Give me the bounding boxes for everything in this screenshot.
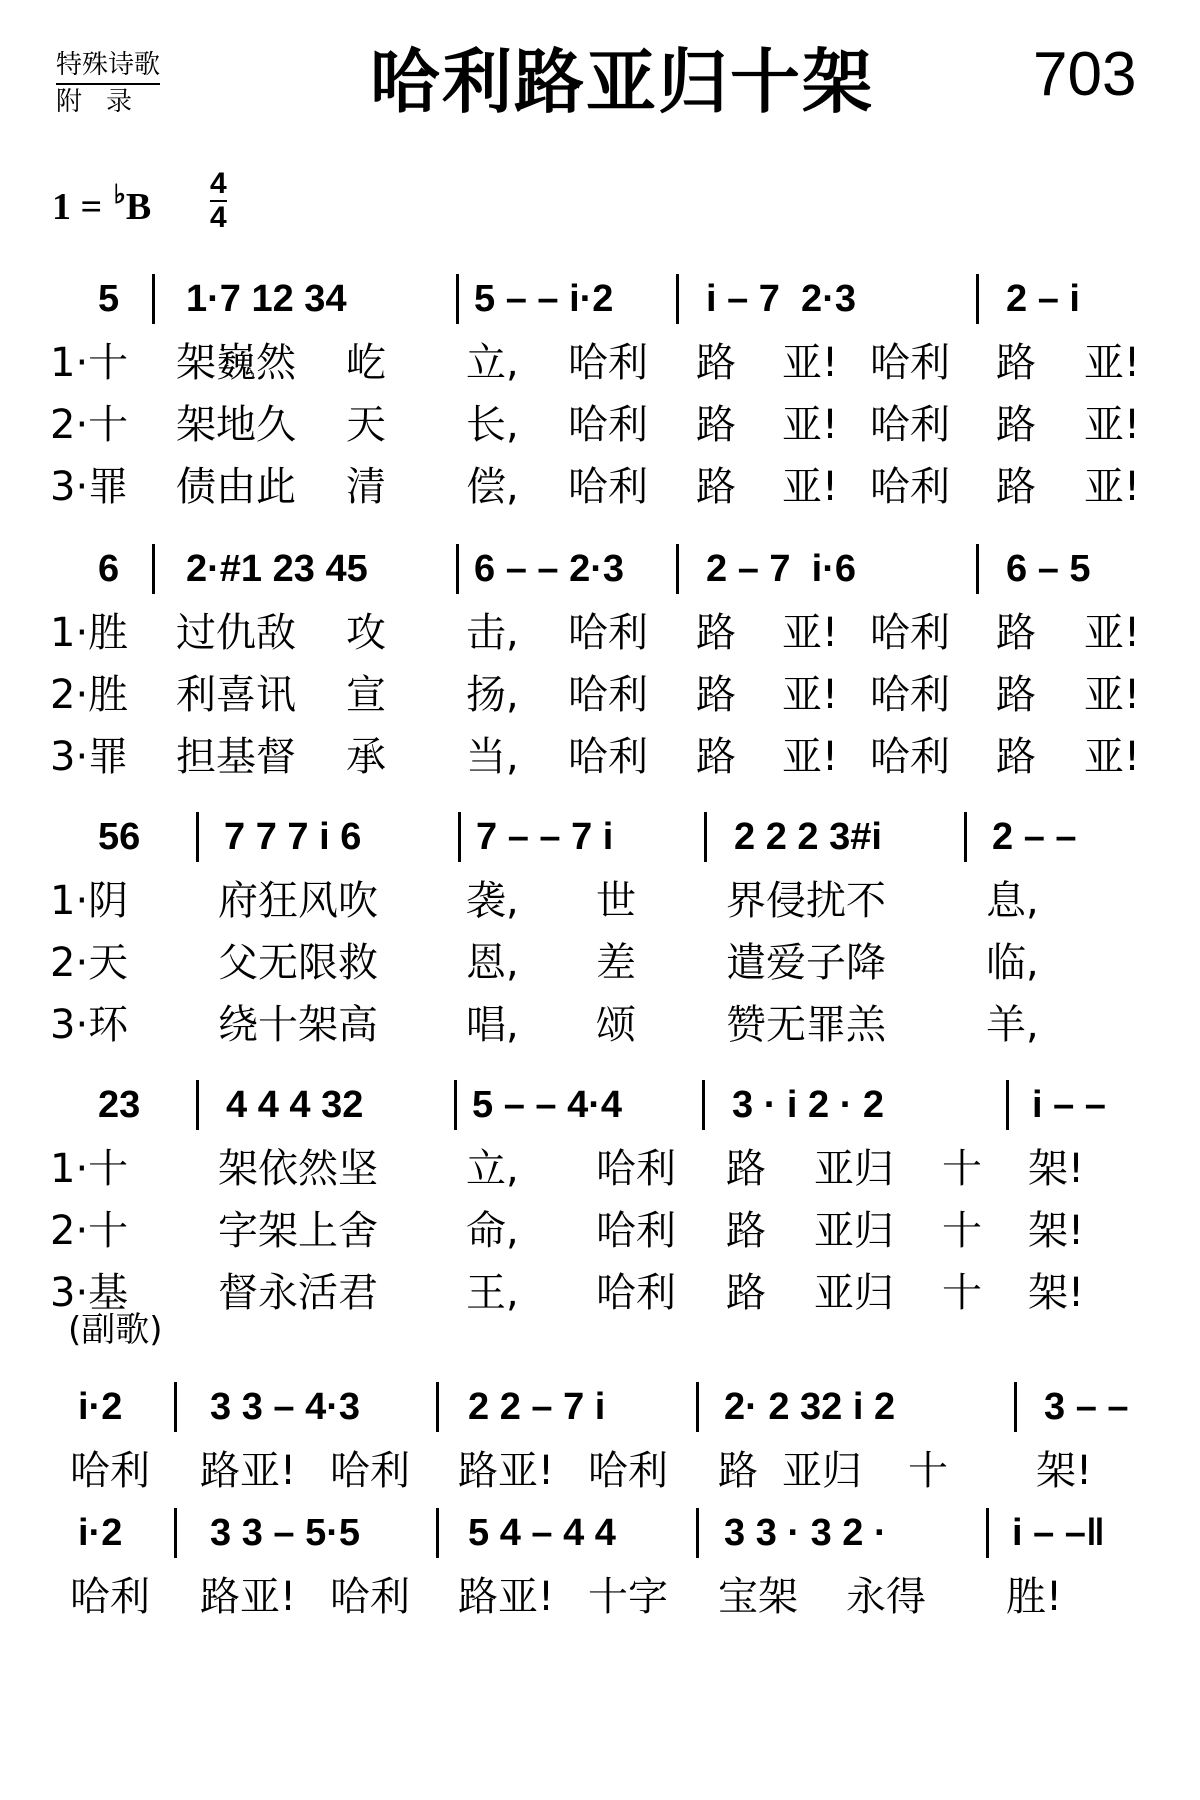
- lyric: 立,: [466, 1146, 519, 1192]
- lyric: 路: [718, 1448, 758, 1494]
- lyric: 路: [996, 340, 1036, 386]
- lyric: 哈利: [568, 734, 648, 780]
- lyric: 绕十架高: [218, 1002, 378, 1048]
- notation-line: [0, 1376, 1200, 1438]
- measure: 2 – –: [992, 816, 1077, 858]
- lyric: 差: [596, 940, 636, 986]
- lyric: 立,: [466, 340, 519, 386]
- bar-line: [696, 1508, 699, 1558]
- lyric: 哈利: [870, 402, 950, 448]
- key-tonic: 1: [52, 186, 71, 228]
- measure: 3 3 – 5·5: [210, 1512, 360, 1554]
- lyric: 亚!: [1084, 340, 1141, 386]
- lyric: 担基督: [176, 734, 296, 780]
- lyric: 亚!: [782, 402, 839, 448]
- lyric: 2·十: [50, 1208, 129, 1254]
- lyric: 王,: [466, 1270, 519, 1316]
- chorus-lyric-line: [0, 1440, 1200, 1502]
- lyric: 路: [696, 464, 736, 510]
- notation-line: [0, 1502, 1200, 1564]
- measure: 6 – – 2·3: [474, 548, 624, 590]
- lyric: 哈利: [70, 1574, 150, 1620]
- bar-line: [196, 812, 199, 862]
- lyric: 路: [696, 340, 736, 386]
- lyric: 字架上舍: [218, 1208, 378, 1254]
- lyric: 亚!: [782, 340, 839, 386]
- measure: 2 – i: [1006, 278, 1080, 320]
- lyric: 哈利: [596, 1208, 676, 1254]
- lyric: 永得: [846, 1574, 926, 1620]
- lyric: 哈利: [870, 672, 950, 718]
- bar-line: [456, 274, 459, 324]
- bar-line: [976, 544, 979, 594]
- lyric: 息,: [986, 878, 1039, 924]
- verse-line: [0, 1262, 1200, 1324]
- lyric: 承: [346, 734, 386, 780]
- bar-line: [676, 274, 679, 324]
- verse-line: [0, 394, 1200, 456]
- lyric: 哈利: [588, 1448, 668, 1494]
- lyric: 亚!: [782, 610, 839, 656]
- lyric: 界侵扰不: [726, 878, 886, 924]
- lyric: 十: [908, 1448, 948, 1494]
- bar-line: [964, 812, 967, 862]
- verse-line: [0, 456, 1200, 518]
- pickup-notes: 5: [98, 278, 120, 320]
- lyric: 债由此: [176, 464, 296, 510]
- lyric: 哈利: [330, 1574, 410, 1620]
- lyric: 十: [942, 1146, 982, 1192]
- lyric: 十: [942, 1208, 982, 1254]
- lyric: 架依然坚: [218, 1146, 378, 1192]
- lyric: 父无限救: [218, 940, 378, 986]
- lyric: 3·罪: [50, 464, 129, 510]
- measure: 3 – –: [1044, 1386, 1129, 1428]
- notation-line: [0, 806, 1200, 868]
- lyric: 偿,: [466, 464, 519, 510]
- lyric: 临,: [986, 940, 1039, 986]
- lyric: 击,: [466, 610, 519, 656]
- measure: 6 – 5: [1006, 548, 1091, 590]
- verse-line: [0, 726, 1200, 788]
- chorus-label: (副歌): [68, 1310, 163, 1350]
- notation-line: [0, 1074, 1200, 1136]
- lyric: 哈利: [568, 402, 648, 448]
- lyric: 路: [696, 734, 736, 780]
- lyric: 督永活君: [218, 1270, 378, 1316]
- lyric: 亚!: [782, 464, 839, 510]
- lyric: 赞无罪羔: [726, 1002, 886, 1048]
- lyric: 2·十: [50, 402, 129, 448]
- bar-line: [152, 544, 155, 594]
- lyric: 亚!: [782, 672, 839, 718]
- bar-line: [458, 812, 461, 862]
- lyric: 哈利: [568, 672, 648, 718]
- measure: 4 4 4 32: [226, 1084, 364, 1126]
- lyric: 利喜讯: [176, 672, 296, 718]
- category-line-2: 附录: [56, 87, 157, 117]
- category-line-1: 特殊诗歌: [56, 50, 160, 85]
- measure: 2 2 – 7 i: [468, 1386, 606, 1428]
- lyric: 唱,: [466, 1002, 519, 1048]
- lyric: 宣: [346, 672, 386, 718]
- lyric: 亚!: [1084, 464, 1141, 510]
- lyric: 亚!: [1084, 402, 1141, 448]
- lyric: 世: [596, 878, 636, 924]
- lyric: 攻: [346, 610, 386, 656]
- lyric: 哈利: [870, 734, 950, 780]
- lyric: 清: [346, 464, 386, 510]
- measure: 5 – – i·2: [474, 278, 614, 320]
- hymn-title: 哈利路亚归十架: [370, 41, 874, 123]
- bar-line: [456, 544, 459, 594]
- lyric: 命,: [466, 1208, 519, 1254]
- lyric: 胜!: [1006, 1574, 1063, 1620]
- lyric: 十字: [588, 1574, 668, 1620]
- lyric: 恩,: [466, 940, 519, 986]
- lyric: 哈利: [330, 1448, 410, 1494]
- time-signature: [210, 168, 227, 234]
- lyric: 天: [346, 402, 386, 448]
- bar-line: [152, 274, 155, 324]
- lyric: 路: [726, 1270, 766, 1316]
- lyric: 哈利: [568, 464, 648, 510]
- lyric: 架!: [1028, 1270, 1085, 1316]
- lyric: 亚归: [814, 1208, 894, 1254]
- lyric: 路: [696, 402, 736, 448]
- lyric: 亚!: [1084, 734, 1141, 780]
- measure: 2 – 7 i·6: [706, 548, 856, 590]
- lyric: 哈利: [596, 1270, 676, 1316]
- lyric: 亚!: [1084, 672, 1141, 718]
- bar-line: [1014, 1382, 1017, 1432]
- measure: 5 – – 4·4: [472, 1084, 622, 1126]
- lyric: 架地久: [176, 402, 296, 448]
- measure: i – 7 2·3: [706, 278, 856, 320]
- lyric: 架!: [1028, 1146, 1085, 1192]
- bar-line: [704, 812, 707, 862]
- lyric: 1·十: [50, 340, 129, 386]
- verse-line: [0, 664, 1200, 726]
- lyric: 3·基: [50, 1270, 129, 1316]
- lyric: 亚归: [814, 1146, 894, 1192]
- key-equals: =: [80, 186, 103, 228]
- bar-line: [696, 1382, 699, 1432]
- lyric: 哈利: [870, 610, 950, 656]
- lyric: 亚!: [782, 734, 839, 780]
- lyric: 扬,: [466, 672, 519, 718]
- measure: 5 4 – 4 4: [468, 1512, 616, 1554]
- measure: 2·#1 23 45: [186, 548, 368, 590]
- lyric: 当,: [466, 734, 519, 780]
- lyric: 路: [996, 610, 1036, 656]
- lyric: 路亚!: [200, 1448, 297, 1494]
- lyric: 亚归: [814, 1270, 894, 1316]
- verse-line: [0, 1138, 1200, 1200]
- notation-line: [0, 268, 1200, 330]
- lyric: 羊,: [986, 1002, 1039, 1048]
- lyric: 路亚!: [458, 1448, 555, 1494]
- pickup-notes: 6: [98, 548, 120, 590]
- pickup-notes: i·2: [78, 1386, 123, 1428]
- lyric: 架!: [1036, 1448, 1093, 1494]
- measure: 3 3 · 3 2 ·: [724, 1512, 887, 1554]
- lyric: 颂: [596, 1002, 636, 1048]
- bar-line: [986, 1508, 989, 1558]
- category-label: [56, 50, 160, 118]
- lyric: 府狂风吹: [218, 878, 378, 924]
- notation-line: [0, 538, 1200, 600]
- bar-line: [196, 1080, 199, 1130]
- lyric: 路亚!: [458, 1574, 555, 1620]
- bar-line: [1006, 1080, 1009, 1130]
- bar-line: [454, 1080, 457, 1130]
- bar-line: [676, 544, 679, 594]
- measure: i – –‖: [1012, 1512, 1105, 1554]
- lyric: 路: [996, 672, 1036, 718]
- lyric: 1·阴: [50, 878, 129, 924]
- lyric: 路: [726, 1146, 766, 1192]
- lyric: 1·十: [50, 1146, 129, 1192]
- pickup-notes: 56: [98, 816, 141, 858]
- bar-line: [174, 1382, 177, 1432]
- lyric: 2·胜: [50, 672, 129, 718]
- measure: 2 2 2 3#i: [734, 816, 882, 858]
- bar-line: [174, 1508, 177, 1558]
- measure: 1·7 12 34: [186, 278, 347, 320]
- lyric: 哈利: [568, 340, 648, 386]
- bar-line: [436, 1382, 439, 1432]
- verse-line: [0, 602, 1200, 664]
- lyric: 哈利: [568, 610, 648, 656]
- lyric: 路: [726, 1208, 766, 1254]
- measure: 7 – – 7 i: [476, 816, 614, 858]
- lyric: 亚!: [1084, 610, 1141, 656]
- verse-line: [0, 932, 1200, 994]
- lyric: 亚归: [782, 1448, 862, 1494]
- verse-line: [0, 870, 1200, 932]
- measure: 3 · i 2 · 2: [732, 1084, 885, 1126]
- lyric: 十: [942, 1270, 982, 1316]
- pickup-notes: 23: [98, 1084, 141, 1126]
- lyric: 架巍然: [176, 340, 296, 386]
- lyric: 哈利: [870, 464, 950, 510]
- measure: 7 7 7 i 6: [224, 816, 362, 858]
- flat-sign: ♭: [113, 180, 126, 209]
- lyric: 路亚!: [200, 1574, 297, 1620]
- bar-line: [702, 1080, 705, 1130]
- lyric: 哈利: [70, 1448, 150, 1494]
- lyric: 屹: [346, 340, 386, 386]
- lyric: 哈利: [596, 1146, 676, 1192]
- measure: 3 3 – 4·3: [210, 1386, 360, 1428]
- lyric: 路: [696, 672, 736, 718]
- lyric: 哈利: [870, 340, 950, 386]
- meter-denominator: 4: [210, 201, 227, 234]
- measure: i – –: [1032, 1084, 1106, 1126]
- verse-line: [0, 994, 1200, 1056]
- measure: 2· 2 32 i 2: [724, 1386, 896, 1428]
- key-signature: [52, 180, 151, 229]
- lyric: 路: [996, 464, 1036, 510]
- lyric: 长,: [466, 402, 519, 448]
- meter-numerator: 4: [210, 167, 227, 200]
- verse-line: [0, 1200, 1200, 1262]
- lyric: 2·天: [50, 940, 129, 986]
- lyric: 3·罪: [50, 734, 129, 780]
- lyric: 路: [996, 402, 1036, 448]
- lyric: 1·胜: [50, 610, 129, 656]
- lyric: 袭,: [466, 878, 519, 924]
- key-note: B: [125, 186, 152, 228]
- bar-line: [436, 1508, 439, 1558]
- lyric: 架!: [1028, 1208, 1085, 1254]
- verse-line: [0, 332, 1200, 394]
- lyric: 3·环: [50, 1002, 129, 1048]
- lyric: 过仇敌: [176, 610, 296, 656]
- lyric: 路: [696, 610, 736, 656]
- lyric: 路: [996, 734, 1036, 780]
- chorus-lyric-line: [0, 1566, 1200, 1628]
- bar-line: [976, 274, 979, 324]
- lyric: 遣爱子降: [726, 940, 886, 986]
- hymn-number: 703: [1033, 40, 1137, 109]
- pickup-notes: i·2: [78, 1512, 123, 1554]
- lyric: 宝架: [718, 1574, 798, 1620]
